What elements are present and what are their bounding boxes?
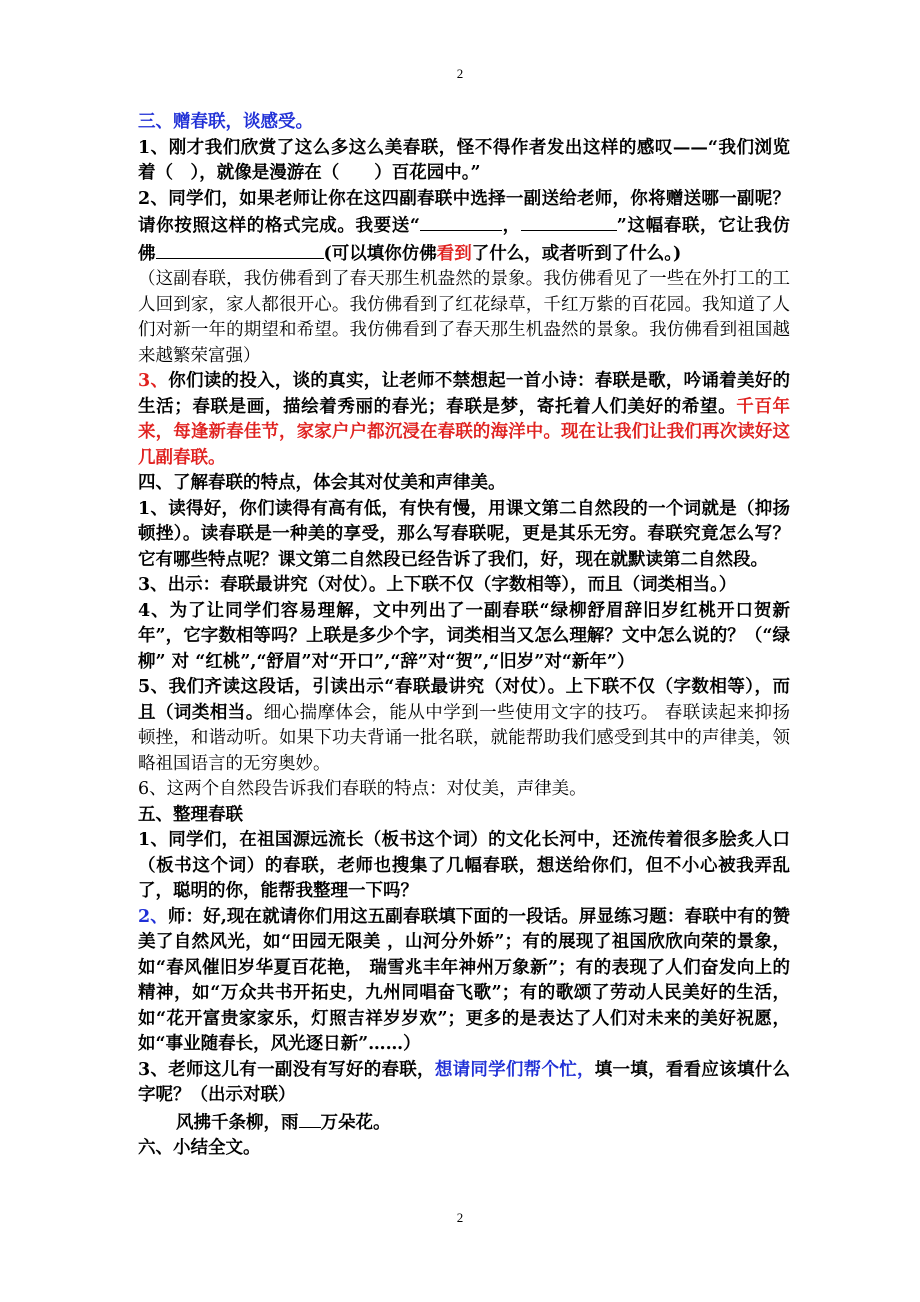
s5-p2-number: 2、 (138, 906, 168, 927)
page-number-top: 2 (456, 66, 464, 81)
document-body (138, 110, 790, 1162)
s3-p3-text: 你们读的投入，谈的真实，让老师不禁想起一首小诗：春联是歌，吟诵着美好的生活；春联是画，描绘着秀丽的春光；春联是梦，寄托着人们美好的希望。 (138, 371, 790, 417)
s3-p3-red-text: 千百年来，每逢新春佳节，家家户户都沉浸在春联的海洋中。现在让我们让我们再次读好这几副春联。 (138, 396, 791, 468)
s4-p4-bold: 5、我们齐读这段话，引读出示“春联最讲究（对仗）。上下联不仅（字数相等），而且（词类相当。 (138, 677, 790, 723)
section-5-heading: 五、整理春联 (138, 804, 243, 825)
s4-paragraph-1: 1、读得好，你们读得有高有低，有快有慢，用课文第二自然段的一个词就是（抑扬顿挫）。读春联是一种美的享受，那么写春联呢，更是其乐无穷。春联究竟怎么写？它有哪些特点呢？课文第二自然段已经告诉了我们，好，现在就默读第二自然段。 (138, 498, 790, 570)
s5-p3-blue-text: 想请同学们帮个忙， (434, 1059, 595, 1080)
s3-p2-part-d: (可以填你仿佛 (323, 243, 437, 264)
section-4-heading: 四、了解春联的特点，体会其对仗美和声律美。 (138, 473, 506, 493)
fill-blank (156, 240, 324, 259)
s4-paragraph-5: 6、这两个自然段告诉我们春联的特点：对仗美，声律美。 (138, 779, 587, 799)
section-6-heading: 六、小结全文。 (138, 1138, 261, 1158)
s3-p2-red-text: 看到 (436, 243, 472, 264)
s3-p2-part-a: 2、同学们，如果老师让你在这四副春联中选择一副送给老师，你将赠送哪一副呢？请你按照这样的格式完成。我要送“ (138, 188, 790, 236)
s5-paragraph-1: 1、同学们，在祖国源远流长（板书这个词）的文化长河中，还流传着很多脍炙人口（板书这个词）的春联，老师也搜集了几幅春联，想送给你们，但不小心被我弄乱了，聪明的你，能帮我整理一下吗？ (138, 830, 790, 901)
s4-p4-normal: 细心揣摩体会，能从中学到一些使用文字的技巧。 春联读起来抑扬顿挫，和谐动听。如果下功夫背诵一批名联，就能帮助我们感受到其中的声律美，领略祖国语言的无穷奥妙。 (138, 702, 791, 774)
fill-blank (299, 1109, 321, 1128)
s4-paragraph-3: 4、为了让同学们容易理解，文中列出了一副春联“绿柳舒眉辞旧岁红桃开口贺新年”，它字数相等吗？上联是多少个字，词类相当又怎么理解？文中怎么说的？（“绿柳” 对 “红桃”,“舒眉”对“开口”,“辞”对“贺”,“旧岁”对“新年”） (138, 600, 790, 672)
couplet-part-a: 风拂千条柳，雨 (176, 1112, 299, 1133)
s5-paragraph-3 (138, 1058, 790, 1109)
s5-p2-text: 师：好,现在就请你们用这五副春联填下面的一段话。屏显练习题：春联中有的赞美了自然风光，如“田园无限美 ，山河分外娇”；有的展现了祖国欣欣向荣的景象，如“春风催旧岁华夏百花艳， 瑞雪兆丰年神州万象新”；有的表现了人们奋发向上的精神，如“万众共书开拓史，九州同唱奋飞歌”；有的歌颂了劳动人民美好的生活，如“花开富贵家家乐，灯照吉祥岁岁欢”；更多的是表达了人们对未来的美好祝愿，如“事业随春长，风光逐日新”……） (138, 906, 790, 1054)
s4-paragraph-2: 3、出示：春联最讲究（对仗）。上下联不仅（字数相等），而且（词类相当。） (138, 575, 737, 595)
couplet-exercise (138, 1109, 790, 1137)
s3-p2-part-c: ”这幅春联，它让我仿佛 (138, 216, 790, 264)
fill-blank (521, 212, 617, 231)
page-number-bottom: 2 (456, 1210, 464, 1225)
section-3-heading: 三、赠春联，谈感受。 (138, 112, 313, 132)
s3-paragraph-1: 1、刚才我们欣赏了这么多这么美春联，怪不得作者发出这样的感叹——“我们浏览着（ ），就像是漫游在（ ）百花园中。” (138, 137, 790, 183)
s3-p2-part-b: ， (502, 216, 521, 236)
s3-example-answer: （这副春联，我仿佛看到了春天那生机盎然的景象。我仿佛看见了一些在外打工的工人回到家，家人都很开心。我仿佛看到了红花绿草，千红万紫的百花园。我知道了人们对新一年的期望和希望。我仿佛看到了春天那生机盎然的景象。我仿佛看到祖国越来越繁荣富强） (138, 269, 790, 366)
couplet-part-b: 万朵花。 (320, 1112, 391, 1133)
s3-p3-number: 3、 (138, 371, 169, 391)
s3-paragraph-2 (138, 187, 790, 268)
fill-blank (420, 212, 502, 231)
s4-paragraph-4 (138, 675, 790, 777)
s5-paragraph-2 (138, 905, 790, 1058)
s3-p2-part-e: 了什么，或者听到了什么。) (471, 243, 682, 264)
s5-p3-part-b: 填一填，看看应该填什么字呢？（出示对联） (138, 1059, 790, 1105)
s3-paragraph-3 (138, 369, 790, 471)
s5-p3-part-a: 3、老师这儿有一副没有写好的春联， (138, 1059, 435, 1080)
